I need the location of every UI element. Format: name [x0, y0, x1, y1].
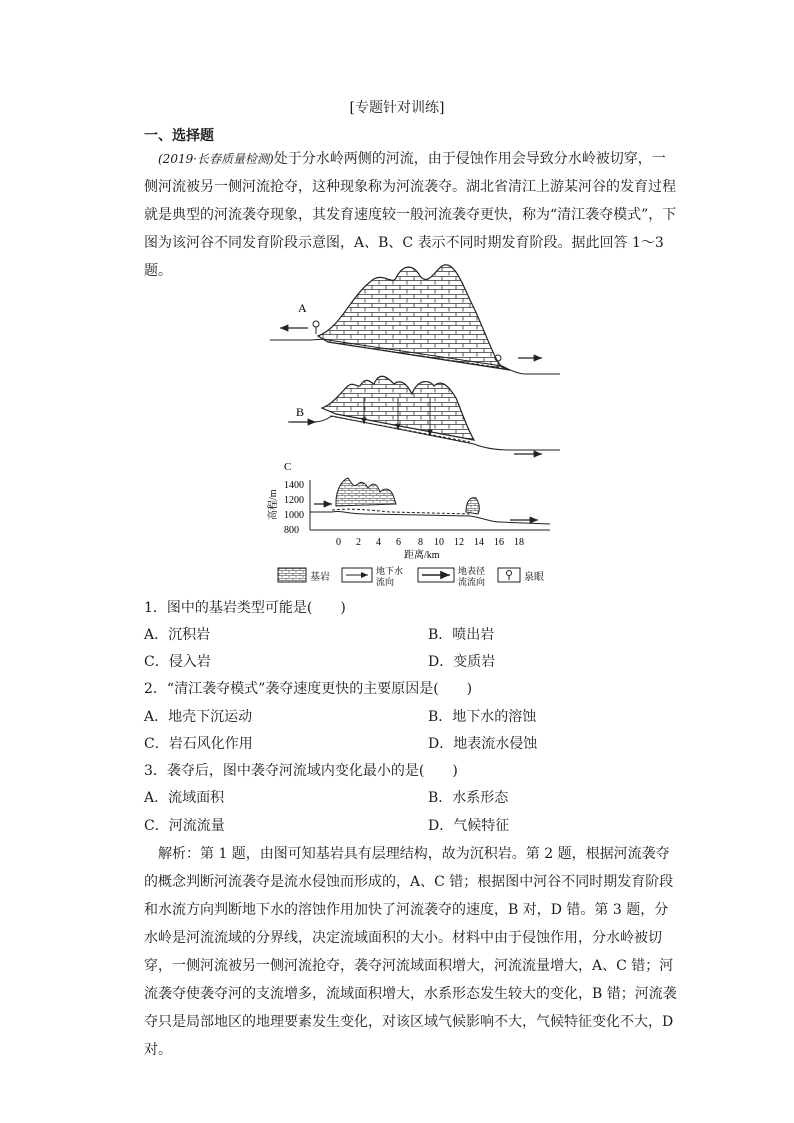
- legend-surface-2: 流流向: [458, 577, 486, 587]
- y-axis-ticks: [284, 480, 304, 536]
- x-axis-label: 距离/km: [404, 550, 440, 561]
- question-3-option-d: D．气候特征: [428, 818, 510, 834]
- question-source: (2019·长春质量检测): [158, 152, 274, 166]
- legend-spring: 泉眼: [524, 572, 544, 583]
- question-2-option-d: D．地表流水侵蚀: [428, 736, 538, 752]
- question-2-option-c: C．岩石风化作用: [144, 736, 253, 752]
- question-3-stem: 3．袭夺后，图中袭夺河流域内变化最小的是( ): [144, 763, 458, 779]
- y-tick: 1400: [284, 480, 304, 491]
- section-heading: 一、选择题: [144, 128, 214, 144]
- question-2-stem: 2．“清江袭夺模式”袭夺速度更快的主要原因是( ): [144, 681, 473, 697]
- x-tick: 8: [418, 537, 423, 548]
- figure-legend: [278, 565, 544, 587]
- question-1-option-d: D．变质岩: [428, 654, 496, 670]
- page-title: [专题针对训练]: [349, 100, 445, 116]
- question-1-option-c: C．侵入岩: [144, 654, 211, 670]
- x-tick: 6: [396, 537, 401, 548]
- stage-c-karst-blocks: [336, 478, 396, 506]
- x-tick: 4: [376, 537, 381, 548]
- x-tick: 16: [494, 537, 504, 548]
- stage-a-label: A: [298, 301, 307, 315]
- y-tick: 1000: [284, 510, 304, 521]
- x-axis-ticks: [336, 537, 524, 548]
- question-1-stem: 1．图中的基岩类型可能是( ): [144, 600, 346, 616]
- stage-c-label: C: [284, 461, 292, 473]
- y-tick: 800: [284, 525, 299, 536]
- river-capture-figure: [270, 258, 560, 590]
- question-2-option-b: B．地下水的溶蚀: [428, 709, 537, 725]
- y-axis-label: 高程/m: [268, 489, 279, 520]
- question-2-option-a: A．地壳下沉运动: [144, 709, 253, 725]
- x-tick: 14: [474, 537, 484, 548]
- legend-groundwater: 地下水: [376, 566, 404, 576]
- analysis-paragraph: [144, 840, 679, 1064]
- legend-surface: 地表径: [458, 566, 486, 576]
- stage-b-label: B: [296, 405, 305, 419]
- x-tick: 0: [336, 537, 341, 548]
- x-tick: 10: [434, 537, 444, 548]
- x-tick: 18: [514, 537, 524, 548]
- legend-groundwater-2: 流向: [376, 577, 395, 587]
- question-3-option-c: C．河流流量: [144, 818, 225, 834]
- spring-icon: [507, 571, 512, 576]
- question-3-option-b: B．水系形态: [428, 790, 509, 806]
- y-tick: 1200: [284, 495, 304, 506]
- question-1-option-b: B．喷出岩: [428, 627, 495, 643]
- question-1-option-a: A．沉积岩: [144, 627, 211, 643]
- analysis-text: 解析：第 1 题，由图可知基岩具有层理结构，故为沉积岩。第 2 题，根据河流袭夺的概念判断河流袭夺是流水侵蚀而形成的，A、C 错；根据图中河谷不同时期发育阶段和水流方向判断地下水的溶蚀作用加快了河流袭夺的速度，B 对，D 错。第 3 题，分水岭是河流流域的分界线，决定流域面积的大小。材料中由于侵蚀作用，分水岭被切穿，一侧河流被另一侧河流抢夺，袭夺河流域面积增大，河流流量增大，A、C 错；河流袭夺使袭夺河的支流增多，流域面积增大，水系形态发生较大的变化，B 错；河流袭夺只是局部地区的地理要素发生变化，对该区域气候影响不大，气候特征变化不大，D 对。: [144, 846, 677, 1058]
- question-3-option-a: A．流域面积: [144, 790, 225, 806]
- x-tick: 2: [356, 537, 361, 548]
- intro-text: 处于分水岭两侧的河流，由于侵蚀作用会导致分水岭被切穿，一侧河流被另一侧河流抢夺，这种现象称为河流袭夺。湖北省清江上游某河谷的发育过程就是典型的河流袭夺现象，其发育速度较一般河流袭夺更快，称为“清江袭夺模式”，下图为该河谷不同发育阶段示意图，A、B、C 表示不同时期发育阶段。据此回答 1～3题。: [144, 151, 677, 279]
- x-tick: 12: [454, 537, 464, 548]
- stage-a-mountain: [318, 265, 510, 370]
- legend-bedrock: 基岩: [310, 572, 330, 583]
